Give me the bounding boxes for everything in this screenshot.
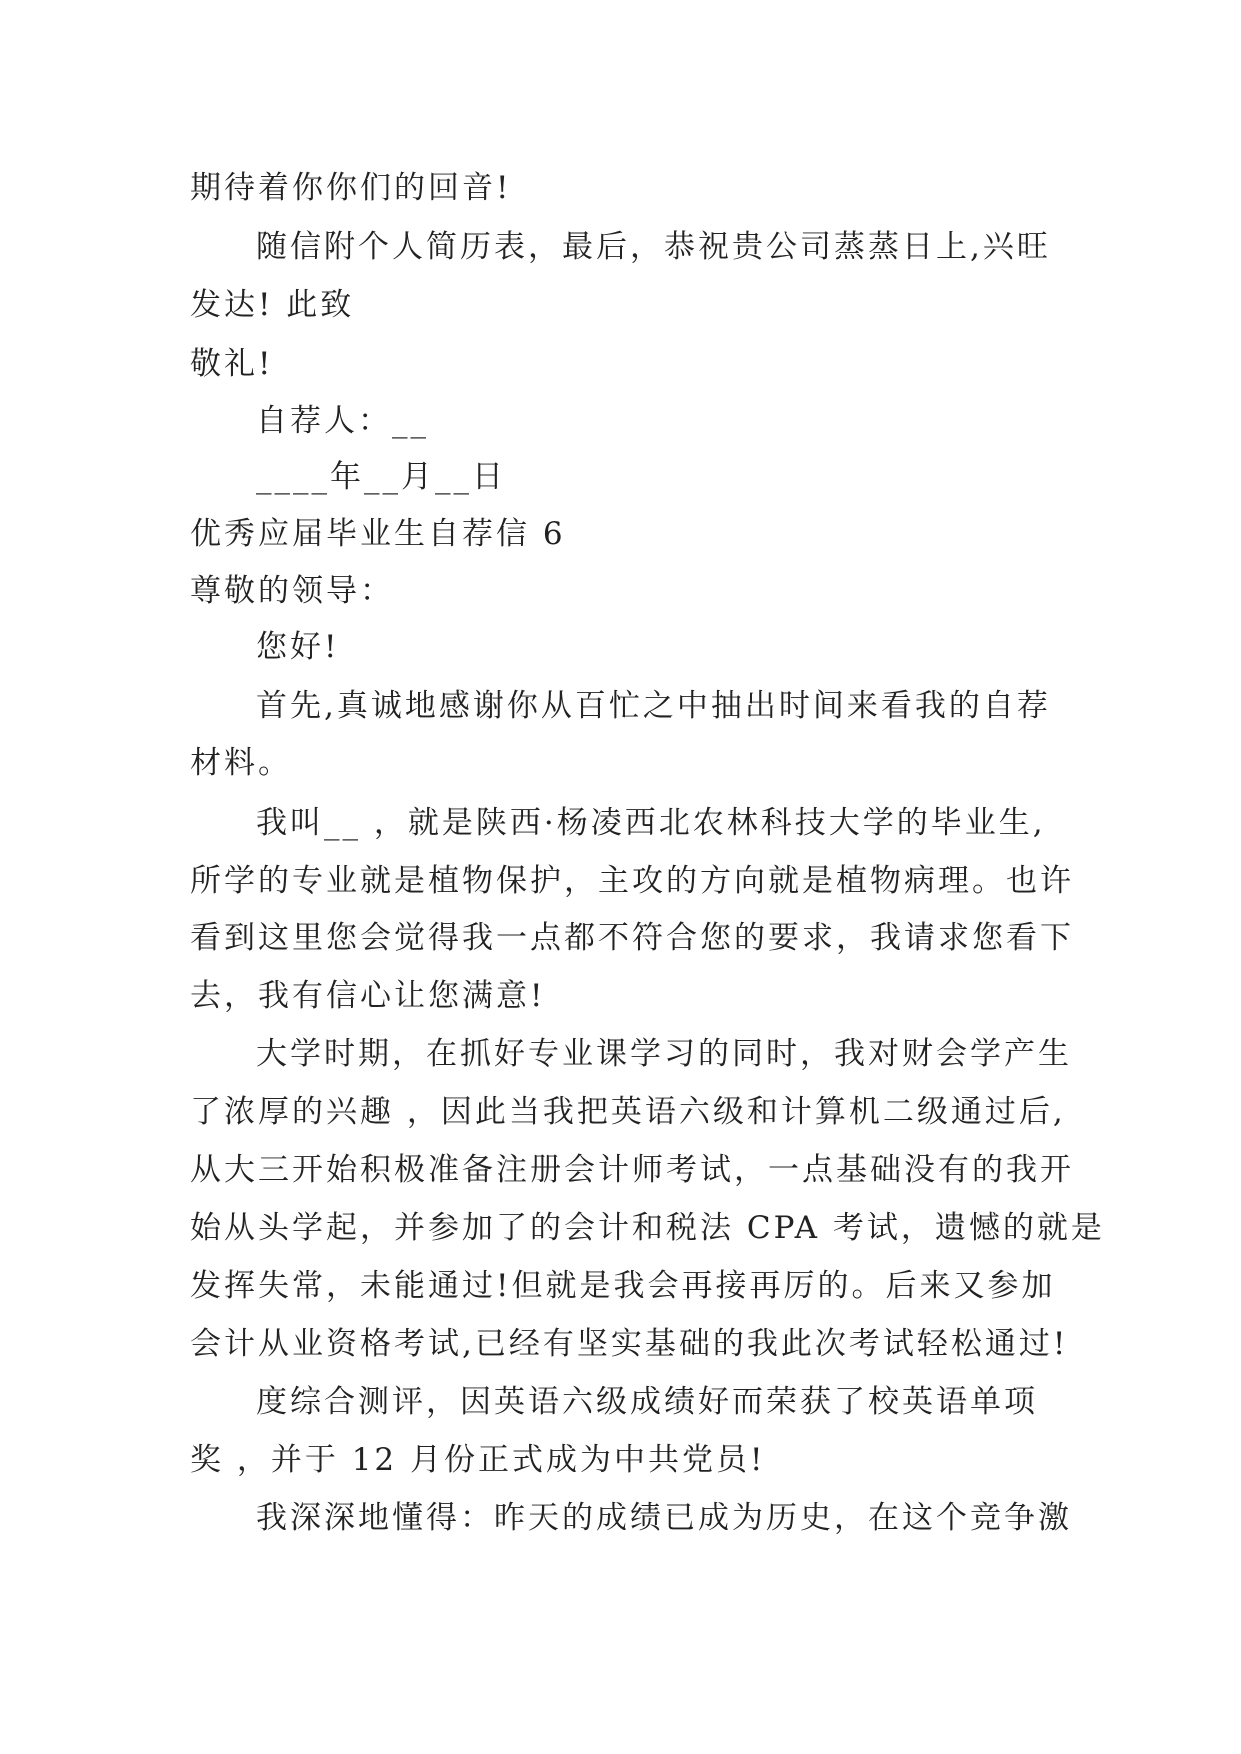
salutation: 尊敬的领导： [190, 573, 394, 609]
signature-line: 自荐人：__ [256, 403, 429, 439]
section-title: 优秀应届毕业生自荐信 6 [190, 516, 566, 552]
text-line: 我叫__ ，就是陕西·杨凌西北农林科技大学的毕业生, [256, 805, 1046, 841]
text-line: 会计从业资格考试,已经有坚实基础的我此次考试轻松通过! [190, 1326, 1069, 1362]
text-line: 期待着你你们的回音! [190, 170, 512, 206]
text-line: 随信附个人简历表，最后，恭祝贵公司蒸蒸日上,兴旺 [256, 229, 1051, 265]
text-line: 看到这里您会觉得我一点都不符合您的要求，我请求您看下 [190, 920, 1074, 956]
text-line: 奖 ，并于 12 月份正式成为中共党员! [190, 1442, 766, 1478]
text-line: 首先,真诚地感谢你从百忙之中抽出时间来看我的自荐 [256, 688, 1051, 724]
text-line: 从大三开始积极准备注册会计师考试，一点基础没有的我开 [190, 1152, 1074, 1188]
text-line: 发达! 此致 [190, 287, 355, 323]
text-line: 发挥失常，未能通过!但就是我会再接再厉的。后来又参加 [190, 1268, 1056, 1304]
text-line: 始从头学起，并参加了的会计和税法 CPA 考试，遗憾的就是 [190, 1210, 1105, 1246]
text-line: 我深深地懂得：昨天的成绩已成为历史，在这个竞争激 [256, 1500, 1072, 1536]
text-line: 材料。 [190, 745, 292, 781]
text-line: 度综合测评，因英语六级成绩好而荣获了校英语单项 [256, 1384, 1038, 1420]
text-line: 大学时期，在抓好专业课学习的同时，我对财会学产生 [256, 1036, 1072, 1072]
text-line: 所学的专业就是植物保护，主攻的方向就是植物病理。也许 [190, 863, 1074, 899]
text-line: 去，我有信心让您满意! [190, 978, 546, 1014]
date-line: ____年__月__日 [256, 459, 506, 495]
text-line: 了浓厚的兴趣 ，因此当我把英语六级和计算机二级通过后, [190, 1094, 1066, 1130]
text-line: 敬礼! [190, 346, 274, 382]
greeting: 您好! [256, 629, 340, 665]
